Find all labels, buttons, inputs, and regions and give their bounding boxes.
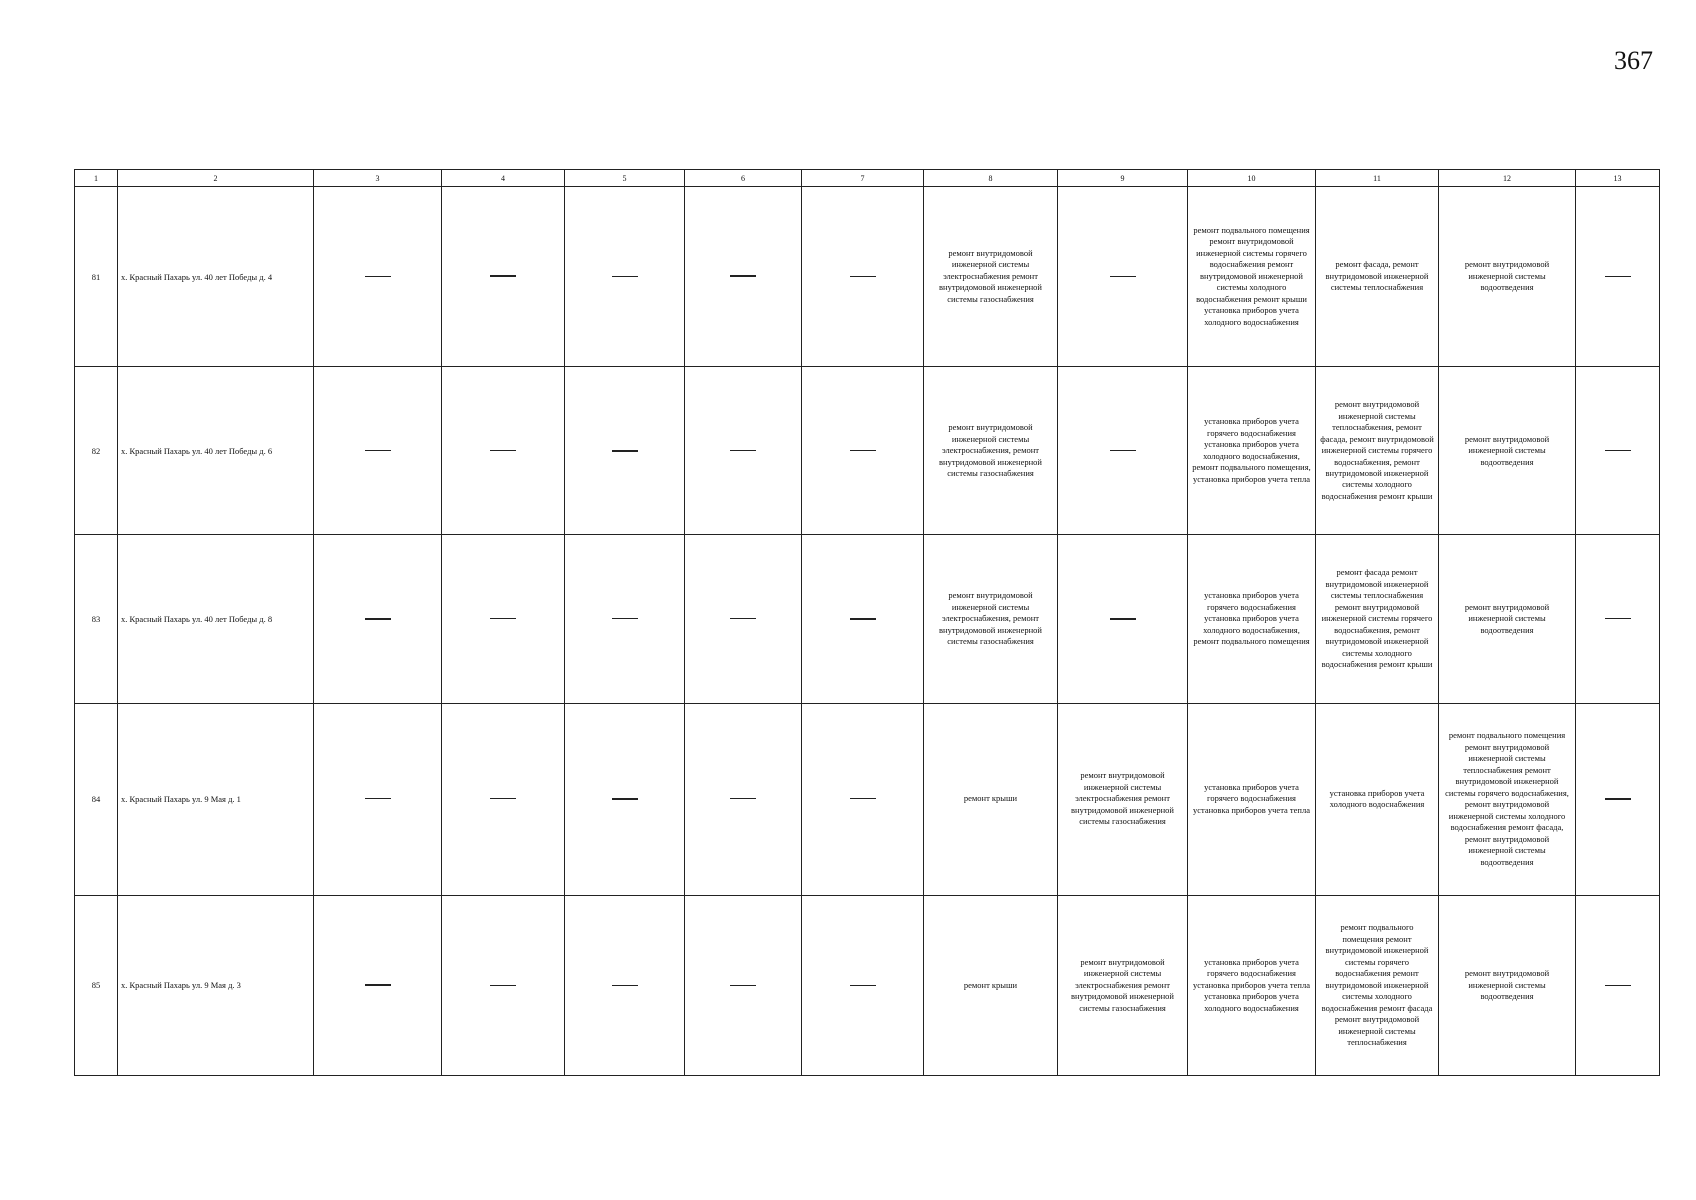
column-header: 9 <box>1058 170 1188 187</box>
table-row <box>75 367 1660 535</box>
dash-mark <box>850 798 876 800</box>
work-cell: установка приборов учета холодного водоснабжения <box>1316 703 1439 895</box>
dash-mark <box>612 450 638 453</box>
dash-cell <box>685 895 802 1075</box>
work-cell: ремонт крыши <box>924 703 1058 895</box>
dash-cell <box>1576 367 1660 535</box>
dash-mark <box>490 275 516 278</box>
dash-cell <box>442 703 565 895</box>
work-cell: ремонт крыши <box>924 895 1058 1075</box>
column-header: 13 <box>1576 170 1660 187</box>
work-cell: ремонт внутридомовой инженерной системы электроснабжения, ремонт внутридомовой инженерной системы газоснабжения <box>924 535 1058 703</box>
column-header: 10 <box>1188 170 1316 187</box>
work-cell: ремонт подвального помещения ремонт внутридомовой инженерной системы горячего водоснабжения ремонт внутридомовой инженерной системы холодного водоснабжения ремонт фасада ремонт внутридомовой инженерной системы теплоснабжения <box>1316 895 1439 1075</box>
work-cell: ремонт внутридомовой инженерной системы электроснабжения ремонт внутридомовой инженерной системы газоснабжения <box>1058 703 1188 895</box>
dash-mark <box>1605 450 1631 452</box>
dash-mark <box>730 618 756 620</box>
dash-mark <box>1110 450 1136 452</box>
dash-mark <box>730 985 756 987</box>
dash-mark <box>490 618 516 620</box>
work-cell: ремонт подвального помещения ремонт внутридомовой инженерной системы теплоснабжения ремонт внутридомовой инженерной системы горячего водоснабжения, ремонт внутридомовой инженерной системы холодного водоснабжения ремонт фасада, ремонт внутридомовой инженерной системы водоотведения <box>1439 703 1576 895</box>
dash-mark <box>612 618 638 620</box>
work-cell: ремонт внутридомовой инженерной системы водоотведения <box>1439 895 1576 1075</box>
dash-mark <box>365 450 391 452</box>
dash-cell <box>565 895 685 1075</box>
table-row <box>75 187 1660 367</box>
column-number-row <box>75 170 1660 187</box>
dash-mark <box>1605 276 1631 278</box>
dash-cell <box>565 535 685 703</box>
column-header: 2 <box>118 170 314 187</box>
dash-mark <box>612 276 638 278</box>
work-cell: ремонт внутридомовой инженерной системы электроснабжения ремонт внутридомовой инженерной системы газоснабжения <box>924 187 1058 367</box>
column-header: 12 <box>1439 170 1576 187</box>
work-cell: ремонт подвального помещения ремонт внутридомовой инженерной системы горячего водоснабжения ремонт внутридомовой инженерной системы холодного водоснабжения ремонт крыши установка приборов учета холодного водоснабжения <box>1188 187 1316 367</box>
dash-mark <box>365 984 391 987</box>
dash-cell <box>802 187 924 367</box>
row-number: 82 <box>75 367 118 535</box>
dash-cell <box>442 187 565 367</box>
address-cell: х. Красный Пахарь ул. 9 Мая д. 3 <box>118 895 314 1075</box>
dash-mark <box>365 798 391 800</box>
work-cell: ремонт фасада ремонт внутридомовой инженерной системы теплоснабжения ремонт внутридомовой инженерной системы горячего водоснабжения, ремонт внутридомовой инженерной системы холодного водоснабжения ремонт крыши <box>1316 535 1439 703</box>
dash-mark <box>1110 618 1136 621</box>
dash-cell <box>314 703 442 895</box>
dash-cell <box>442 895 565 1075</box>
column-header: 4 <box>442 170 565 187</box>
dash-cell <box>685 535 802 703</box>
column-header: 1 <box>75 170 118 187</box>
dash-cell <box>802 895 924 1075</box>
dash-mark <box>612 798 638 801</box>
column-header: 6 <box>685 170 802 187</box>
repair-plan-table <box>74 169 1660 1076</box>
dash-cell <box>565 703 685 895</box>
dash-mark <box>490 450 516 452</box>
work-cell: установка приборов учета горячего водоснабжения установка приборов учета холодного водоснабжения, ремонт подвального помещения, установка приборов учета тепла <box>1188 367 1316 535</box>
dash-mark <box>850 450 876 452</box>
dash-mark <box>612 985 638 987</box>
dash-cell <box>314 895 442 1075</box>
row-number: 81 <box>75 187 118 367</box>
dash-mark <box>850 985 876 987</box>
row-number: 83 <box>75 535 118 703</box>
column-header: 8 <box>924 170 1058 187</box>
dash-cell <box>314 367 442 535</box>
column-header: 3 <box>314 170 442 187</box>
work-cell: ремонт внутридомовой инженерной системы электроснабжения ремонт внутридомовой инженерной системы газоснабжения <box>1058 895 1188 1075</box>
dash-cell <box>1058 187 1188 367</box>
dash-mark <box>850 276 876 278</box>
work-cell: установка приборов учета горячего водоснабжения установка приборов учета тепла <box>1188 703 1316 895</box>
dash-cell <box>314 535 442 703</box>
address-cell: х. Красный Пахарь ул. 9 Мая д. 1 <box>118 703 314 895</box>
column-header: 5 <box>565 170 685 187</box>
table-row <box>75 895 1660 1075</box>
table-row <box>75 703 1660 895</box>
dash-cell <box>802 703 924 895</box>
dash-mark <box>730 450 756 452</box>
dash-cell <box>1576 703 1660 895</box>
dash-cell <box>685 367 802 535</box>
dash-mark <box>490 985 516 987</box>
dash-cell <box>565 187 685 367</box>
dash-mark <box>1110 276 1136 278</box>
row-number: 85 <box>75 895 118 1075</box>
dash-cell <box>1058 367 1188 535</box>
table-row <box>75 535 1660 703</box>
row-number: 84 <box>75 703 118 895</box>
work-cell: установка приборов учета горячего водоснабжения установка приборов учета тепла установка приборов учета холодного водоснабжения <box>1188 895 1316 1075</box>
dash-mark <box>1605 798 1631 801</box>
dash-mark <box>1605 985 1631 987</box>
dash-mark <box>1605 618 1631 620</box>
dash-mark <box>730 798 756 800</box>
dash-cell <box>565 367 685 535</box>
dash-cell <box>1576 187 1660 367</box>
dash-cell <box>1576 895 1660 1075</box>
work-cell: установка приборов учета горячего водоснабжения установка приборов учета холодного водоснабжения, ремонт подвального помещения <box>1188 535 1316 703</box>
dash-cell <box>442 535 565 703</box>
work-cell: ремонт внутридомовой инженерной системы водоотведения <box>1439 367 1576 535</box>
column-header: 7 <box>802 170 924 187</box>
dash-cell <box>802 367 924 535</box>
dash-cell <box>314 187 442 367</box>
dash-cell <box>442 367 565 535</box>
dash-mark <box>365 618 391 621</box>
dash-mark <box>490 798 516 800</box>
dash-mark <box>850 618 876 621</box>
address-cell: х. Красный Пахарь ул. 40 лет Победы д. 6 <box>118 367 314 535</box>
work-cell: ремонт внутридомовой инженерной системы водоотведения <box>1439 187 1576 367</box>
work-cell: ремонт внутридомовой инженерной системы теплоснабжения, ремонт фасада, ремонт внутридомовой инженерной системы горячего водоснабжения, ремонт внутридомовой инженерной системы холодного водоснабжения ремонт крыши <box>1316 367 1439 535</box>
dash-cell <box>685 703 802 895</box>
dash-mark <box>365 276 391 278</box>
column-header: 11 <box>1316 170 1439 187</box>
work-cell: ремонт фасада, ремонт внутридомовой инженерной системы теплоснабжения <box>1316 187 1439 367</box>
work-cell: ремонт внутридомовой инженерной системы водоотведения <box>1439 535 1576 703</box>
dash-cell <box>685 187 802 367</box>
address-cell: х. Красный Пахарь ул. 40 лет Победы д. 4 <box>118 187 314 367</box>
address-cell: х. Красный Пахарь ул. 40 лет Победы д. 8 <box>118 535 314 703</box>
dash-cell <box>1576 535 1660 703</box>
dash-cell <box>1058 535 1188 703</box>
page-number: 367 <box>1614 46 1653 75</box>
dash-cell <box>802 535 924 703</box>
dash-mark <box>730 275 756 278</box>
work-cell: ремонт внутридомовой инженерной системы электроснабжения, ремонт внутридомовой инженерной системы газоснабжения <box>924 367 1058 535</box>
